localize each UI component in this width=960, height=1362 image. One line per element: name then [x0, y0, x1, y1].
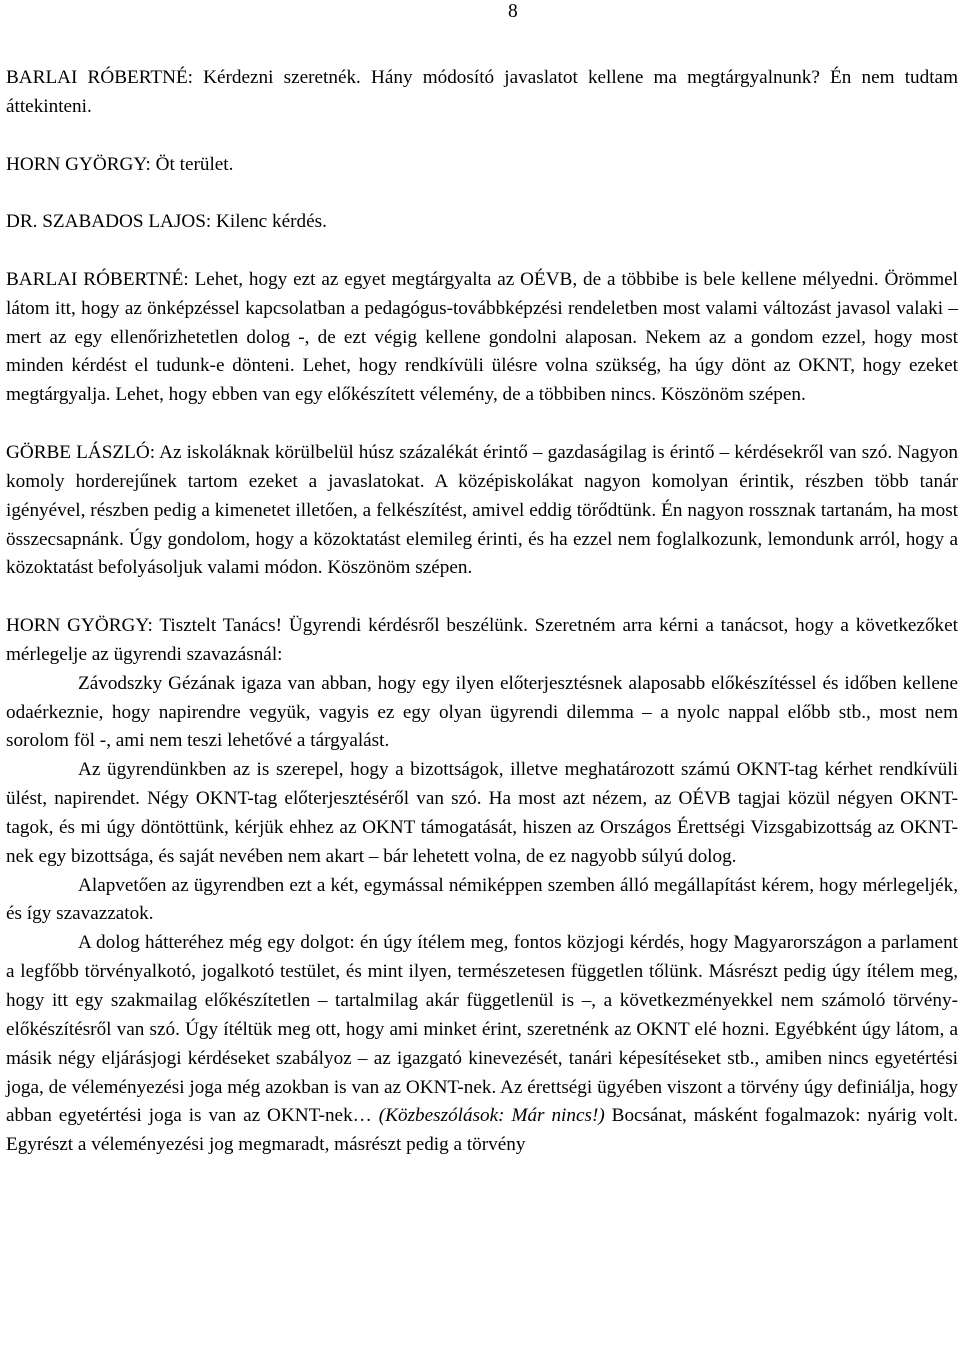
speaker-name: HORN GYÖRGY:: [6, 615, 153, 637]
paragraph-text: Az iskoláknak körülbelül húsz százalékát érintő – gazdaságilag is érintő – kérdésekről van szó. Nagyon komoly horderejűnek tartom ezeket a javaslatokat. A középiskolákat nagyon komolyan érintik, részben több tanár igényével, részben pedig a kimenetet illetően, a felkészítést, amivel eddig törődtünk. Én nagyon rossznak tartanám, ha most összecsapnánk. Úgy gondolom, hogy a közoktatást elemileg érinti, és ha ezzel nem foglalkozunk, lemondunk arról, hogy a közoktatást befolyásoljuk valami módon. Köszönöm szépen.: [6, 441, 958, 579]
paragraph-text: Kilenc kérdés.: [211, 211, 327, 233]
paragraph-ugyrend: Az ügyrendünkben az is szerepel, hogy a bizottságok, illetve meghatározott számú OKNT-tag kérhet rendkívüli ülést, napirendet. Négy OKNT-tag előterjesztéséről van szó. Ha most azt nézem, az OÉVB tagjai közül négyen OKNT-tagok, és mi úgy döntöttünk, kérjük ehhez az OKNT támogatását, hiszen az Országos Érettségi Vizsgabizottság az OKNT-nek egy bizottsága, és saját nevében nem akart – bár lehetett volna, de ez nagyobb súlyú dolog.: [6, 759, 958, 867]
speaker-name: BARLAI RÓBERTNÉ:: [6, 67, 194, 88]
document-body: [6, 64, 958, 1160]
paragraph-alapvetoen: Alapvetően az ügyrendben ezt a két, egymással némiképpen szemben álló megállapítást kérem, hogy mérlegeljék, és így szavazzatok.: [6, 874, 958, 925]
speaker-name: BARLAI RÓBERTNÉ:: [6, 268, 189, 290]
speaker-name: DR. SZABADOS LAJOS:: [6, 211, 212, 233]
paragraph-szabados: [6, 208, 958, 237]
paragraph-text: Tisztelt Tanács! Ügyrendi kérdésről beszélünk. Szeretném arra kérni a tanácsot, hogy a következőket mérlegelje az ügyrendi szavazásnál:: [6, 615, 958, 665]
paragraph-hatter: [6, 929, 958, 1160]
interjection: (Közbeszólások: Már nincs!): [378, 1105, 605, 1127]
paragraph-barlai-2: [6, 266, 958, 410]
paragraph-text: A dolog hátteréhez még egy dolgot: én úgy ítélem meg, fontos közjogi kérdés, hogy Magyarországon a parlament a legfőbb törvényalkotó, jogalkotó testület, és mint ilyen, természetesen független tőlünk. Másrészt pedig úgy ítélem meg, hogy itt egy szakmailag előkészítetlen – tartalmilag akár függetlenül is –, a következményekkel nem számoló törvény-előkészítésről van szó. Úgy ítéltük meg ott, hogy ami minket érint, szeretnénk az OKNT elé hozni. Egyébként úgy látom, a másik négy eljárásjogi kérdéseket szabályoz – az igazgató kinevezését, tanári képesítéseket stb., amiben nincs egyetértési joga, de véleményezési joga még azokban is van az OKNT-nek. Az érettségi ügyében viszont a törvény úgy definiálja, hogy abban egyetértési joga is van az OKNT-nek…: [6, 932, 958, 1127]
paragraph-gorbe: [6, 439, 958, 583]
paragraph-text: Lehet, hogy ezt az egyet megtárgyalta az OÉVB, de a többibe is bele kellene mélyedni. Örömmel látom itt, hogy az önképzéssel kapcsolatban a pedagógus-továbbképzési rendeletben most valami változást javasol valaki – mert az egy ellenőrizhetetlen dolog -, de ezt végig kellene gondolni alaposan. Nekem az a gondom ezzel, hogy most minden kérdést el tudunk-e dönteni. Lehet, hogy rendkívüli ülésre volna szükség, ha úgy dönt az OKNT, hogy ezeket megtárgyalja. Lehet, hogy ebben van egy előkészített vélemény, de a többiben nincs. Köszönöm szépen.: [6, 268, 958, 406]
speaker-name: GÖRBE LÁSZLÓ:: [6, 441, 156, 463]
paragraph-text: Bocsánat, másként fogalmazok: nyárig volt. Egyrészt a véleményezési jog megmaradt, másrészt pedig a törvény: [6, 1105, 958, 1156]
paragraph-zavodszky: Závodszky Gézának igaza van abban, hogy egy ilyen előterjesztésnek alaposabb előkészítéssel és időben kellene odaérkeznie, hogy napirendre vegyük, vagyis ez egy olyan ügyrendi dilemma – a nyolc nappal előbb stb., most nem sorolom föl -, ami nem teszi lehetővé a tárgyalást.: [6, 672, 958, 752]
paragraph-horn-2: [6, 612, 958, 670]
page-number: 8: [508, 1, 518, 22]
paragraph-horn-1: [6, 151, 958, 180]
paragraph-text: Kérdezni szeretnék. Hány módosító javaslatot kellene ma megtárgyalnunk? Én nem tudtam áttekinteni.: [6, 67, 958, 117]
speaker-name: HORN GYÖRGY:: [6, 153, 151, 175]
paragraph-barlai-1: [6, 64, 958, 122]
paragraph-text: Öt terület.: [150, 153, 234, 175]
